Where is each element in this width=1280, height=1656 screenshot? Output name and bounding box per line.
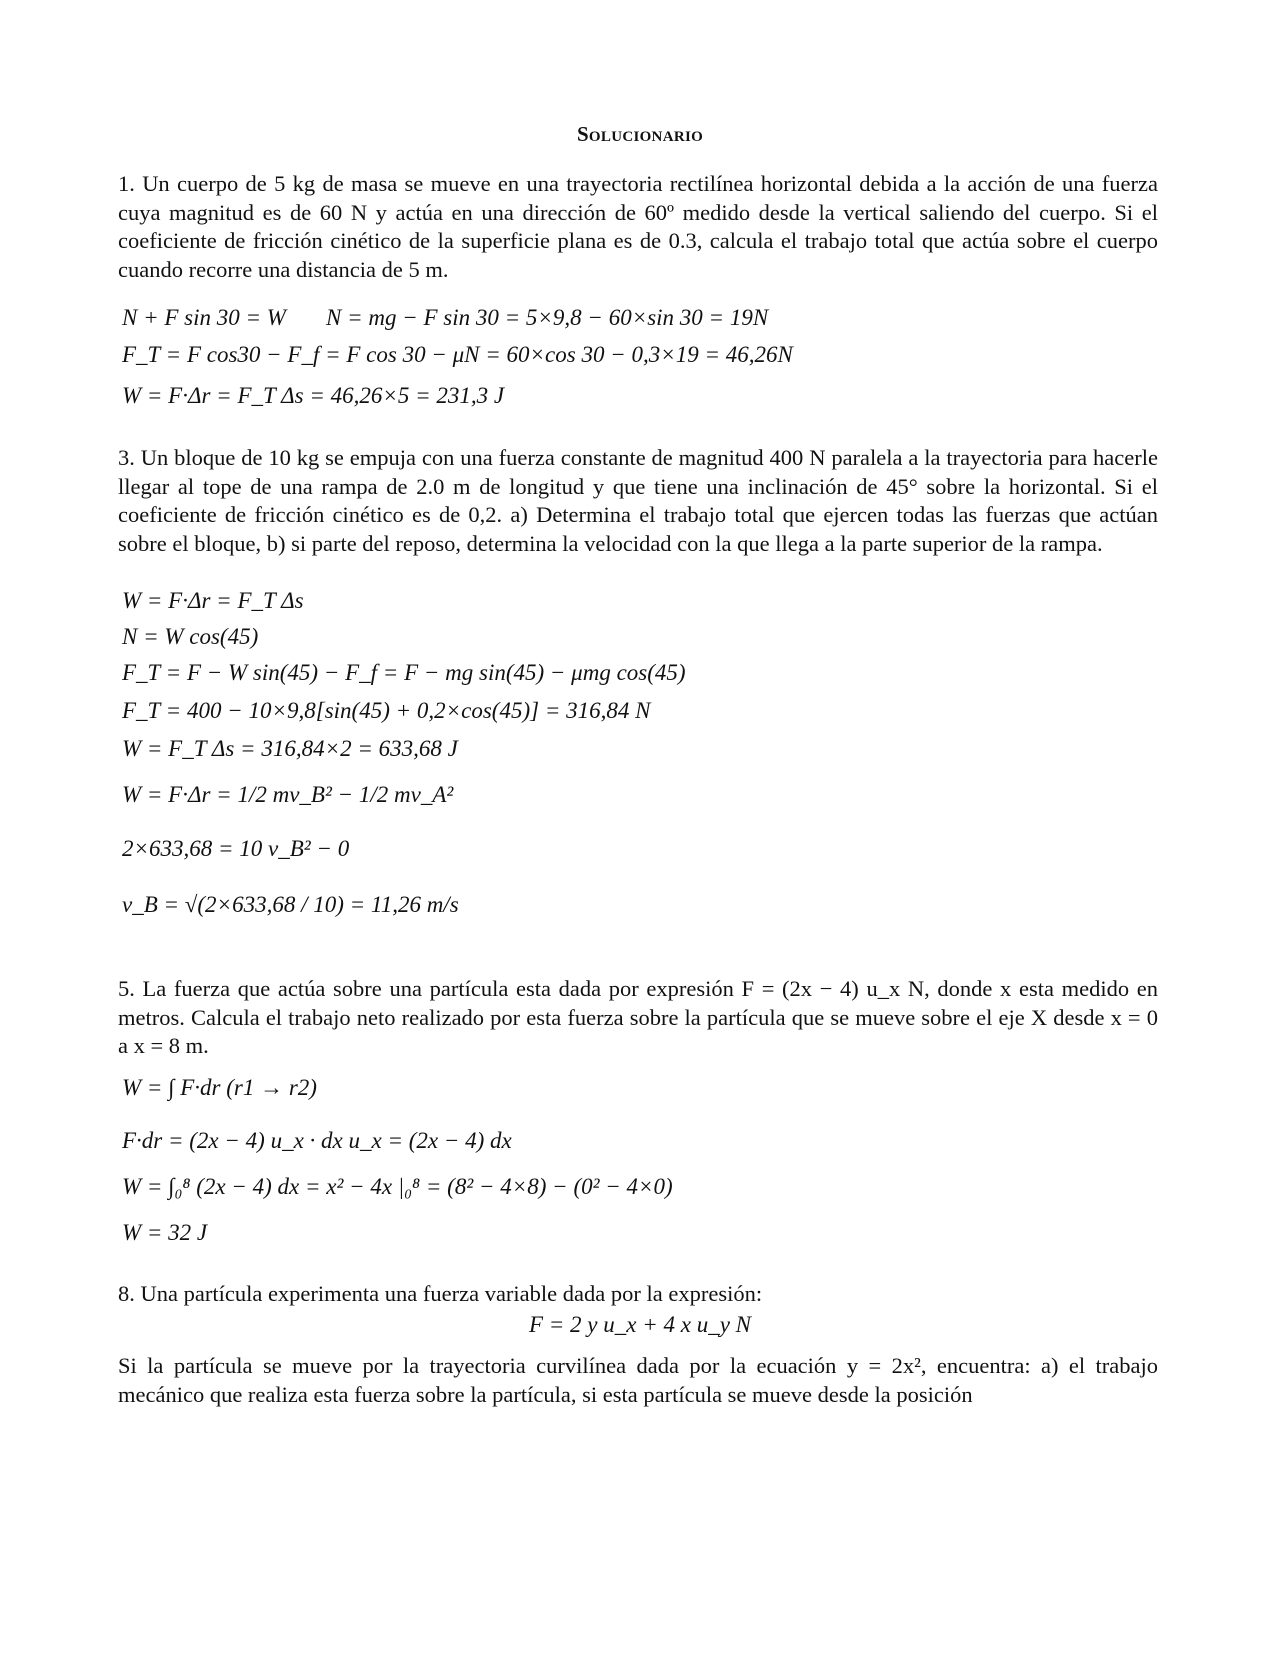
equation-text: W = ∫ F·dr (r1 → r2)	[122, 1075, 317, 1100]
equation-text: W = F_T Δs = 316,84×2 = 633,68 J	[122, 736, 458, 761]
problem-3-equation-velocity-result	[122, 892, 459, 918]
equation-text: F = 2 y u_x + 4 x u_y N	[528, 1312, 751, 1337]
equation-text: F_T = 400 − 10×9,8[sin(45) + 0,2×cos(45)] = 316,84 N	[122, 698, 651, 723]
problem-3-equation-work-def	[122, 588, 304, 614]
problem-1-equation-normal-value	[326, 305, 768, 331]
problem-5-equation-evaluated-integral	[122, 1174, 673, 1200]
page-title: Solucionario	[576, 122, 704, 146]
equation-text: F·dr = (2x − 4) u_x · dx u_x = (2x − 4) dx	[122, 1128, 512, 1153]
problem-5-equation-result	[122, 1220, 207, 1246]
problem-8-statement: Si la partícula se mueve por la trayectoria curvilínea dada por la ecuación y = 2x², encuentra: a) el trabajo mecánico que realiza esta fuerza sobre la partícula, si esta partícula se mueve desde la posición	[118, 1353, 1158, 1407]
equation-text: W = 32 J	[122, 1220, 208, 1245]
equation-text: v_B = √(2×633,68 / 10) = 11,26 m/s	[122, 892, 459, 917]
problem-3-equation-work-value	[122, 736, 458, 762]
problem-8-intro: 8. Una partícula experimenta una fuerza variable dada por la expresión:	[118, 1281, 763, 1306]
problem-8-force-equation	[0, 1312, 1280, 1338]
equation-text: N + F sin 30 = W	[122, 305, 286, 330]
equation-text: 2×633,68 = 10 v_B² − 0	[122, 836, 350, 861]
problem-3-equation-total-force	[122, 660, 686, 686]
problem-1-equation-work	[122, 383, 504, 409]
problem-3-equation-velocity-setup	[122, 836, 349, 862]
problem-5-equation-work-integral	[122, 1075, 317, 1101]
problem-3-statement: 3. Un bloque de 10 kg se empuja con una fuerza constante de magnitud 400 N paralela a la trayectoria para hacerle llegar al tope de una rampa de 2.0 m de longitud y que tiene una inclinación de 45° sobre la horizontal. Si el coeficiente de fricción cinético es de 0,2. a) Determina el trabajo total que ejercen todas las fuerzas que actúan sobre el bloque, b) si parte del reposo, determina la velocidad con la que llega a la parte superior de la rampa.	[118, 445, 1158, 556]
problem-3-equation-work-energy	[122, 782, 453, 808]
equation-text: W = F·Δr = F_T Δs = 46,26×5 = 231,3 J	[122, 383, 505, 408]
equation-text: W = ∫₀⁸ (2x − 4) dx = x² − 4x |₀⁸ = (8² − 4×8) − (0² − 4×0)	[122, 1174, 673, 1199]
equation-text: W = F·Δr = 1/2 mv_B² − 1/2 mv_A²	[122, 782, 454, 807]
problem-1-equation-normal-force	[122, 305, 286, 331]
problem-3-equation-normal	[122, 624, 258, 650]
problem-1-equation-total-force	[122, 342, 793, 368]
problem-1-statement: 1. Un cuerpo de 5 kg de masa se mueve en una trayectoria rectilínea horizontal debida a la acción de una fuerza cuya magnitud es de 60 N y actúa en una dirección de 60º medido desde la vertical saliendo del cuerpo. Si el coeficiente de fricción cinético de la superficie plana es de 0.3, calcula el trabajo total que actúa sobre el cuerpo cuando recorre una distancia de 5 m.	[118, 171, 1158, 282]
problem-5-equation-dot-product	[122, 1128, 512, 1154]
equation-text: N = W cos(45)	[122, 624, 259, 649]
problem-3-equation-total-force-value	[122, 698, 650, 724]
equation-text: N = mg − F sin 30 = 5×9,8 − 60×sin 30 = 19N	[326, 305, 769, 330]
equation-text: F_T = F cos30 − F_f = F cos 30 − μN = 60×cos 30 − 0,3×19 = 46,26N	[122, 342, 793, 367]
problem-5-statement: 5. La fuerza que actúa sobre una partícula esta dada por expresión F = (2x − 4) u_x N, donde x esta medido en metros. Calcula el trabajo neto realizado por esta fuerza sobre la partícula que se mueve sobre el eje X desde x = 0 a x = 8 m.	[118, 976, 1158, 1058]
equation-text: W = F·Δr = F_T Δs	[122, 588, 304, 613]
equation-text: F_T = F − W sin(45) − F_f = F − mg sin(45) − μmg cos(45)	[122, 660, 686, 685]
